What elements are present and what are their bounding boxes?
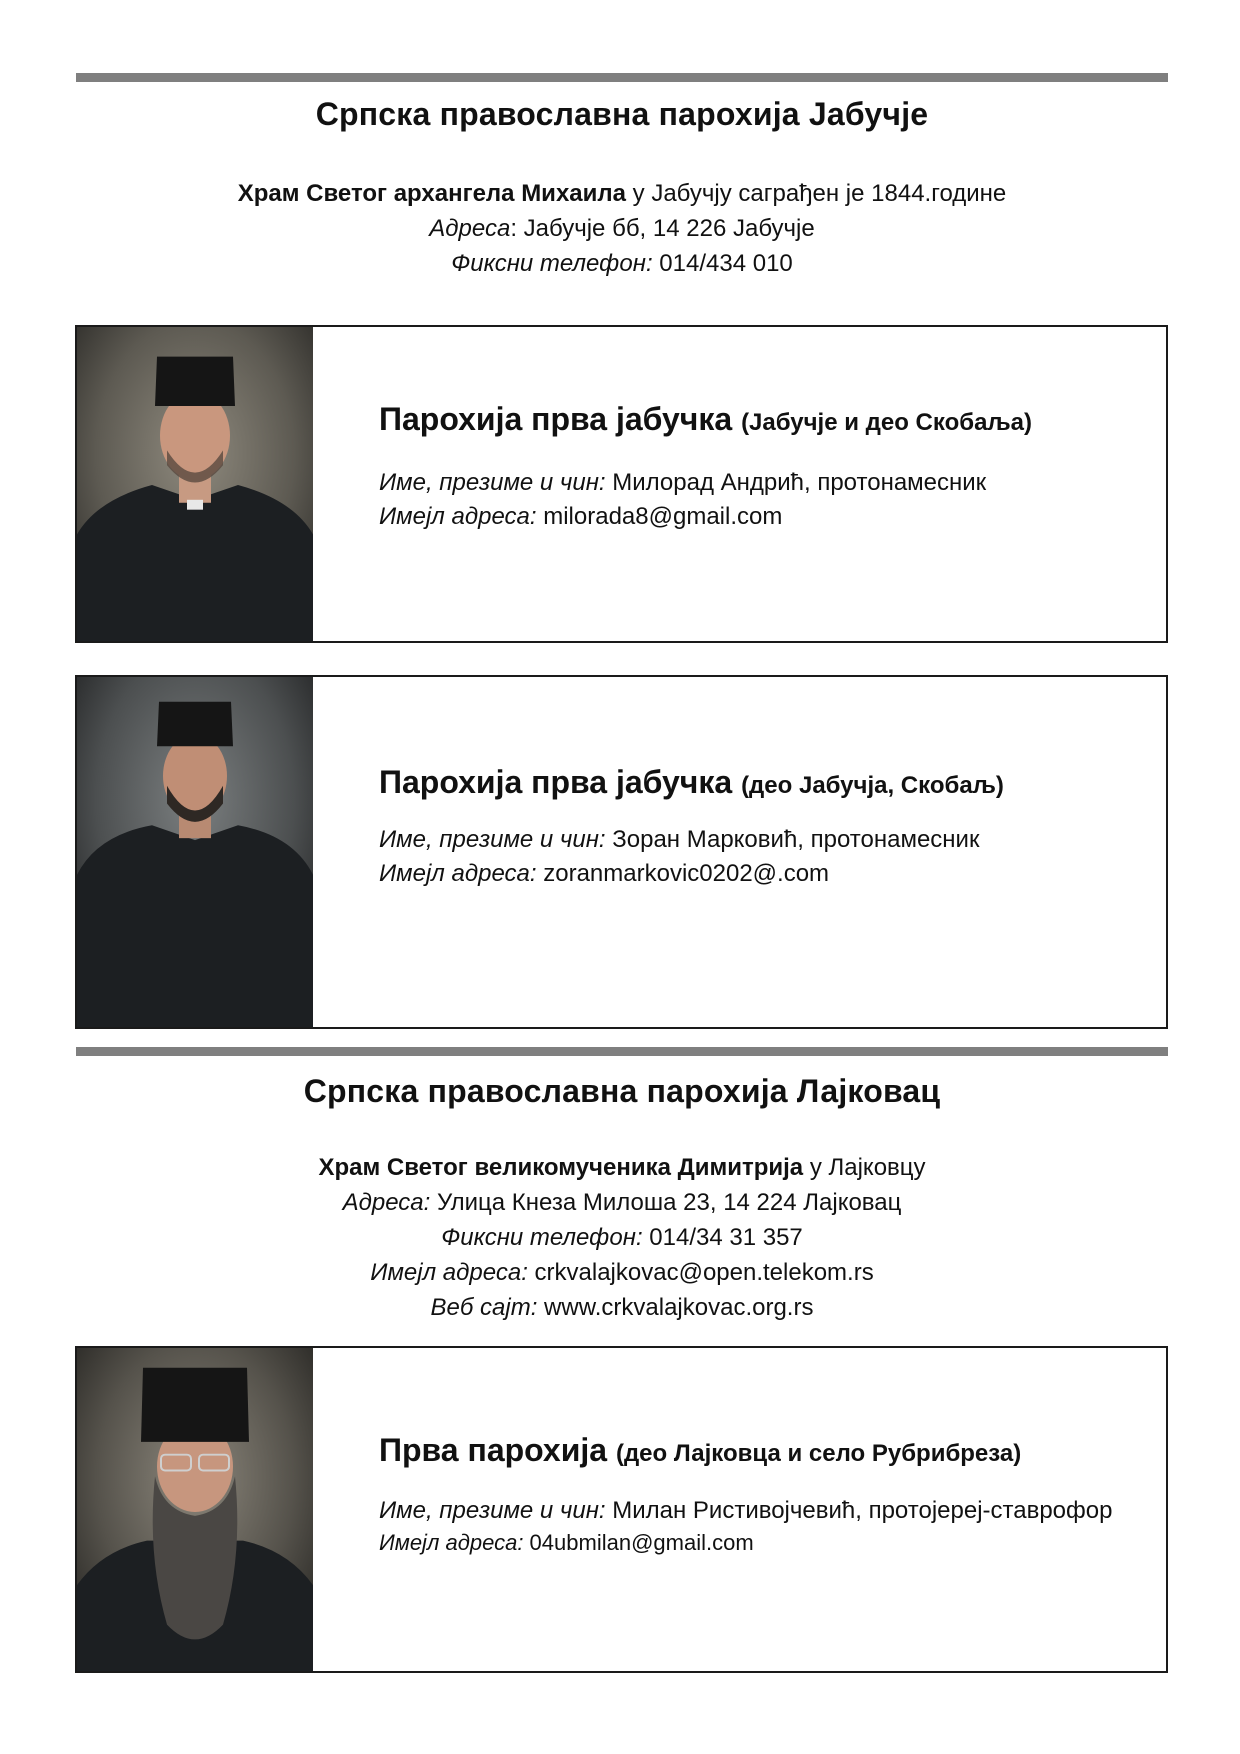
parish-title: Прва парохија xyxy=(379,1432,608,1468)
parish-title: Парохија прва јабучка xyxy=(379,401,733,437)
email-value[interactable]: zoranmarkovic0202@.com xyxy=(536,860,830,887)
email-label: Имејл адреса: xyxy=(370,1259,528,1286)
parish-area: (део Лајковца и село Рубрибреза) xyxy=(615,1440,1022,1467)
temple-description: у Јабучју саграђен је 1844.године xyxy=(625,180,1007,207)
website-line xyxy=(76,1290,1168,1325)
parish-title: Парохија прва јабучка xyxy=(379,764,733,800)
temple-name: Храм Светог архангела Михаила xyxy=(237,180,626,207)
address-line xyxy=(76,1185,1168,1220)
parish-name xyxy=(379,401,1156,438)
name-value: Милорад Андрић, протонамесник xyxy=(605,469,987,496)
email-value[interactable]: milorada8@gmail.com xyxy=(536,503,783,530)
address-line xyxy=(76,211,1168,246)
priest-portrait-icon xyxy=(77,677,313,1027)
address-value: Улица Кнеза Милоша 23, 14 224 Лајковац xyxy=(430,1189,902,1216)
priest-portrait-icon xyxy=(77,327,313,641)
priest-card-1 xyxy=(75,325,1168,643)
parish-area: (Јабучје и део Скобаља) xyxy=(741,409,1033,436)
email-line xyxy=(76,1255,1168,1290)
website-link[interactable]: www.crkvalajkovac.org.rs xyxy=(537,1294,814,1321)
address-label: Адреса: xyxy=(342,1189,431,1216)
name-label: Име, презиме и чин: xyxy=(379,1497,606,1524)
priest-name-line xyxy=(379,1494,1156,1528)
phone-line xyxy=(76,1220,1168,1255)
temple-description: у Лајковцу xyxy=(803,1154,926,1181)
temple-info-jabucje xyxy=(76,176,1168,281)
phone-value: 014/34 31 357 xyxy=(642,1224,803,1251)
temple-info-lajkovac xyxy=(76,1150,1168,1325)
parish-name xyxy=(379,764,1156,801)
phone-label: Фиксни телефон: xyxy=(441,1224,643,1251)
temple-line xyxy=(76,1150,1168,1185)
parish-area: (део Јабучја, Скобаљ) xyxy=(741,772,1004,799)
priest-name-line xyxy=(379,466,1156,500)
phone-label: Фиксни телефон: xyxy=(451,250,653,277)
email-label: Имејл адреса: xyxy=(379,1530,524,1555)
name-value: Зоран Марковић, протонамесник xyxy=(605,826,980,853)
phone-line xyxy=(76,246,1168,281)
email-value[interactable]: crkvalajkovac@open.telekom.rs xyxy=(527,1259,874,1286)
priest-email-line xyxy=(379,500,1156,534)
section-title-lajkovac: Српска православна парохија Лајковац xyxy=(303,1073,941,1109)
temple-name: Храм Светог великомученика Димитрија xyxy=(318,1154,804,1181)
name-label: Име, презиме и чин: xyxy=(379,826,606,853)
priest-card-3 xyxy=(75,1346,1168,1673)
top-divider xyxy=(76,73,1168,82)
parish-name xyxy=(379,1432,1156,1469)
name-label: Име, презиме и чин: xyxy=(379,469,606,496)
name-value: Милан Ристивојчевић, протојереј-ставрофор xyxy=(605,1497,1113,1524)
address-value: : Јабучје бб, 14 226 Јабучје xyxy=(510,215,815,242)
section-divider xyxy=(76,1047,1168,1056)
email-label: Имејл адреса: xyxy=(379,503,537,530)
priest-email-line xyxy=(379,857,1156,891)
email-label: Имејл адреса: xyxy=(379,860,537,887)
priest-email-line xyxy=(379,1528,1156,1557)
temple-line xyxy=(76,176,1168,211)
phone-value: 014/434 010 xyxy=(652,250,793,277)
website-label: Веб сајт: xyxy=(430,1294,538,1321)
priest-card-2 xyxy=(75,675,1168,1029)
section-title-jabucje: Српска православна парохија Јабучје xyxy=(315,96,929,132)
priest-name-line xyxy=(379,823,1156,857)
address-label: Адреса xyxy=(429,215,511,242)
email-value[interactable]: 04ubmilan@gmail.com xyxy=(523,1530,754,1555)
priest-portrait-icon xyxy=(77,1348,313,1671)
